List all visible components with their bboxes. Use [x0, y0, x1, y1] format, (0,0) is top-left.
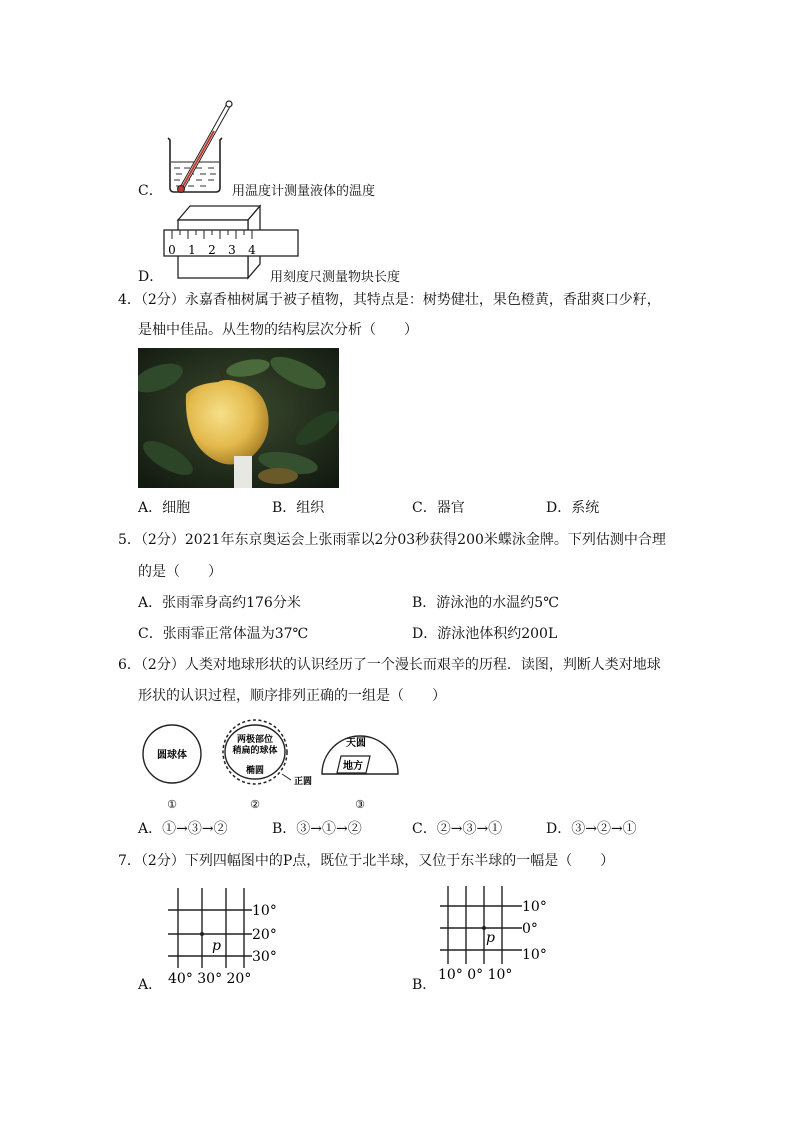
fig2-circle-label: 正圆	[294, 777, 313, 787]
ruler-tick-2: 2	[208, 243, 216, 257]
q3-option-c-letter: C．	[138, 183, 163, 199]
fig3-number: ③	[355, 798, 365, 811]
fig3-earth-label: 地方	[343, 761, 363, 772]
grid-a-lon: 40° 30° 20°	[168, 971, 252, 987]
q5-option-c: C．张雨霏正常体温为37℃	[138, 626, 309, 642]
q3-option-d-caption: 用刻度尺测量物块长度	[270, 270, 401, 285]
fig2-ellipse-label: 椭圆	[245, 766, 265, 776]
fig2-label-line2: 稍扁的球体	[232, 746, 278, 756]
q6-stem-line1: 6．（2分）人类对地球形状的认识经历了一个漫长而艰辛的历程．读图，判断人类对地球	[118, 657, 661, 673]
grid-b-lat-1: 10°	[522, 899, 547, 915]
q6-option-b: B．③→①→②	[272, 821, 362, 837]
q3-option-d	[138, 200, 458, 286]
ruler-tick-4: 4	[248, 243, 256, 257]
q6-stem-line2: 形状的认识过程，顺序排列正确的一组是（ ）	[138, 688, 446, 704]
ruler-tick-1: 1	[188, 243, 196, 257]
q3-option-c	[138, 100, 438, 200]
q5-option-a: A．张雨霏身高约176分米	[138, 595, 301, 611]
grid-b-lon: 10° 0° 10°	[438, 967, 513, 983]
q7-option-a-letter: A．	[138, 977, 163, 993]
ruler-tick-3: 3	[228, 243, 236, 257]
q5-stem-line1: 5．（2分）2021年东京奥运会上张雨霏以2分03秒获得200米蝶泳金牌。下列估测中合理	[118, 532, 666, 548]
pomelo-photo	[138, 348, 339, 488]
q7-option-a	[138, 884, 298, 994]
grid-b-lat-2: 0°	[522, 921, 538, 937]
grid-a-lat-2: 20°	[252, 927, 277, 943]
q5-option-b: B．游泳池的水温约5℃	[412, 595, 559, 611]
q6-option-d: D．③→②→①	[546, 821, 637, 837]
fig1-label: 圆球体	[157, 750, 187, 761]
beaker-thermometer-figure	[158, 100, 238, 196]
ruler-tick-0: 0	[168, 243, 176, 257]
q4-stem-line1: 4．（2分）永嘉香柚树属于被子植物，其特点是：树势健壮，果色橙黄，香甜爽口少籽，	[118, 292, 661, 308]
q7-option-b-letter: B．	[412, 977, 437, 993]
grid-a-figure	[164, 884, 298, 988]
fig2-label-line1: 两极部位	[236, 735, 274, 745]
fig3-sky-label: 天圆	[346, 738, 366, 749]
q6-option-a: A．①→③→②	[138, 821, 228, 837]
grid-a-point: p	[212, 938, 221, 954]
q7-option-b	[412, 882, 572, 994]
q3-option-d-letter: D．	[138, 269, 164, 285]
q3-option-c-caption: 用温度计测量液体的温度	[232, 184, 376, 199]
q4-stem-line2: 是柚中佳品。从生物的结构层次分析（ ）	[138, 322, 418, 338]
grid-a-lat-3: 30°	[252, 949, 277, 965]
grid-b-figure	[436, 882, 570, 986]
grid-b-point: p	[486, 930, 495, 946]
grid-b-lat-3: 10°	[522, 947, 547, 963]
fig2-number: ②	[250, 798, 260, 811]
q4-option-c: C．器官	[412, 500, 465, 516]
fig1-number: ①	[167, 798, 177, 811]
earth-shape-figure	[134, 712, 404, 812]
q4-option-d: D．系统	[546, 500, 600, 516]
q4-option-a: A．细胞	[138, 500, 191, 516]
q5-stem-line2: 的是（ ）	[138, 564, 222, 580]
q5-option-d: D．游泳池体积约200L	[412, 626, 558, 642]
q4-option-b: B．组织	[272, 500, 325, 516]
q7-stem-line1: 7．（2分）下列四幅图中的P点，既位于北半球，又位于东半球的一幅是（ ）	[118, 853, 615, 869]
q6-option-c: C．②→③→①	[412, 821, 503, 837]
grid-a-lat-1: 10°	[252, 903, 277, 919]
